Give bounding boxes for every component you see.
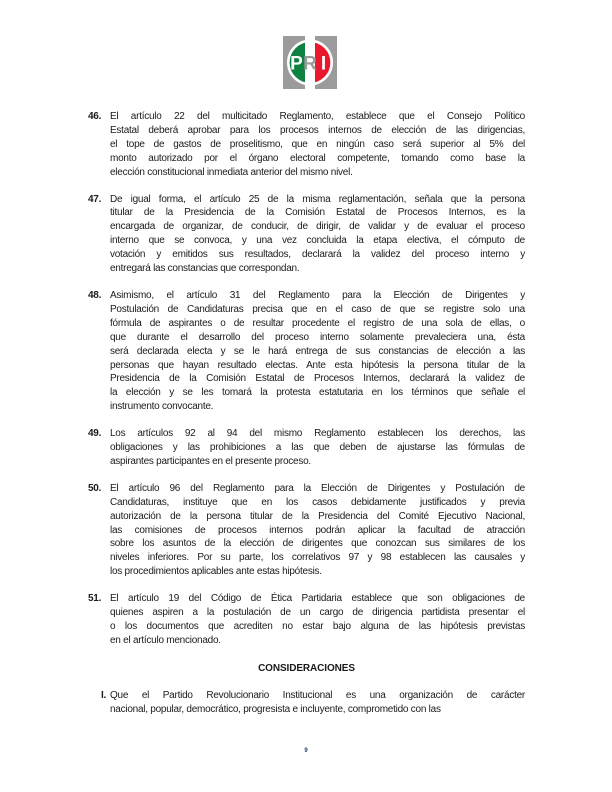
paragraph-line: obligaciones y las prohibiciones a las que deben de ajustarse las fórmulas de bbox=[110, 442, 525, 454]
paragraph-text bbox=[110, 193, 525, 276]
paragraph-line: autorización de la persona titular de la Presidencia del Comité Ejecutivo Nacional, bbox=[110, 510, 525, 522]
paragraph-text bbox=[110, 592, 525, 648]
paragraph-line: De igual forma, el artículo 25 de la misma reglamentación, señala que la persona bbox=[110, 193, 525, 205]
pri-logo bbox=[283, 36, 337, 89]
paragraph-line: Estatal deberá aprobar para los procesos internos de elección de las dirigencias, bbox=[110, 124, 525, 136]
paragraph-line: nacional, popular, democrático, progresista e incluyente, comprometido con las bbox=[110, 703, 441, 715]
paragraph-text bbox=[110, 482, 525, 579]
paragraph-text bbox=[110, 110, 525, 180]
section-heading: CONSIDERACIONES bbox=[258, 662, 355, 674]
paragraph-line: titular de la Presidencia de la Comisión Estatal de Procesos Internos, es la bbox=[110, 207, 525, 219]
paragraph-line: o los documentos que acrediten no estar bajo alguna de las hipótesis previstas bbox=[110, 621, 525, 632]
paragraph-line: Candidaturas, instituye que en los casos debidamente justificados y previa bbox=[110, 496, 525, 508]
pri-logo-icon bbox=[283, 36, 337, 89]
paragraph-number: 48. bbox=[88, 289, 102, 301]
paragraph-line: el tope de gastos de proselitismo, que en ningún caso será superior al 5% del bbox=[110, 138, 525, 150]
paragraph-line: El artículo 22 del multicitado Reglamento, establece que el Consejo Político bbox=[110, 111, 525, 122]
document-body bbox=[88, 110, 525, 730]
paragraph-line: votación y emitidos sus resultados, declarará la validez del proceso interno y bbox=[110, 249, 525, 261]
paragraph-48 bbox=[88, 289, 525, 414]
paragraph-line: niveles inferiores. Por su parte, los correlativos 97 y 98 establecen las causales y bbox=[110, 552, 525, 564]
paragraph-line: entregará las constancias que correspondan. bbox=[110, 263, 300, 275]
paragraph-line: aspirantes participantes en el presente proceso. bbox=[110, 455, 311, 467]
paragraph-text bbox=[110, 427, 525, 469]
paragraph-line: sobre los asuntos de la elección de dirigentes que conozcan sus similares de los bbox=[110, 538, 525, 550]
consideraciones-list bbox=[88, 689, 525, 717]
paragraph-line: Postulación de Candidaturas precisa que en el caso de que se registre solo una bbox=[110, 303, 525, 315]
logo-letter-r: R bbox=[303, 53, 317, 75]
numbered-paragraphs bbox=[88, 110, 525, 648]
paragraph-line: será declarada electa y se le hará entrega de sus constancias de elección a las bbox=[110, 345, 525, 357]
paragraph-line: en el artículo mencionado. bbox=[110, 634, 221, 646]
consideracion-item-I bbox=[88, 689, 525, 717]
paragraph-line: Presidencia de la Comisión Estatal de Procesos Internos, declarará la validez de bbox=[110, 373, 525, 385]
paragraph-line: El artículo 19 del Código de Ética Partidaria establece que son obligaciones de bbox=[110, 593, 525, 605]
paragraph-line: Los artículos 92 al 94 del mismo Reglamento establecen los derechos, las bbox=[110, 428, 525, 440]
paragraph-50 bbox=[88, 482, 525, 579]
paragraph-line: interno que se convoca, y una vez concluida la etapa electiva, el cómputo de bbox=[110, 235, 525, 247]
paragraph-line: Que el Partido Revolucionario Institucional es una organización de carácter bbox=[110, 689, 525, 701]
logo-letter-p: P bbox=[290, 53, 303, 75]
paragraph-51 bbox=[88, 592, 525, 648]
paragraph-47 bbox=[88, 193, 525, 276]
paragraph-line: El artículo 96 del Reglamento para la Elección de Dirigentes y Postulación de bbox=[110, 482, 525, 494]
page-number: 9 bbox=[304, 748, 308, 754]
paragraph-text bbox=[110, 689, 525, 717]
paragraph-line: los procedimientos aplicables ante estas hipótesis. bbox=[110, 566, 322, 578]
paragraph-line: Asimismo, el artículo 31 del Reglamento para la Elección de Dirigentes y bbox=[110, 289, 525, 301]
paragraph-line: la elección y se les tomará la protesta estatutaria en los términos que señale el bbox=[110, 387, 525, 399]
logo-letter-i: I bbox=[320, 53, 327, 75]
paragraph-line: quienes aspiren a la postulación de un cargo de dirigencia partidista presentar el bbox=[110, 607, 525, 619]
paragraph-line: instrumento convocante. bbox=[110, 401, 214, 413]
paragraph-number: 50. bbox=[88, 482, 102, 494]
paragraph-number: 49. bbox=[88, 428, 102, 440]
paragraph-number: I. bbox=[100, 689, 106, 701]
paragraph-49 bbox=[88, 427, 525, 469]
paragraph-text bbox=[110, 289, 525, 414]
paragraph-line: personas que hayan resultado electas. Ante esta hipótesis la persona titular de la bbox=[110, 359, 525, 371]
paragraph-number: 51. bbox=[88, 593, 102, 605]
paragraph-46 bbox=[88, 110, 525, 180]
paragraph-line: encargada de organizar, de conducir, de dirigir, de validar y de evaluar el proceso bbox=[110, 221, 525, 233]
paragraph-number: 47. bbox=[88, 193, 102, 205]
paragraph-line: elección constitucional inmediata anterior del mismo nivel. bbox=[110, 166, 353, 178]
paragraph-line: las comisiones de procesos internos podrán aplicar la facultad de atracción bbox=[110, 524, 525, 536]
paragraph-line: que durante el desarrollo del proceso interno solamente prevaleciera una, ésta bbox=[110, 331, 525, 343]
paragraph-number: 46. bbox=[88, 111, 102, 122]
paragraph-line: monto autorizado por el órgano electoral competente, tomando como base la bbox=[110, 152, 525, 164]
paragraph-line: fórmula de aspirantes o de resultar procedente el registro de una sola de ellas, o bbox=[110, 317, 525, 329]
